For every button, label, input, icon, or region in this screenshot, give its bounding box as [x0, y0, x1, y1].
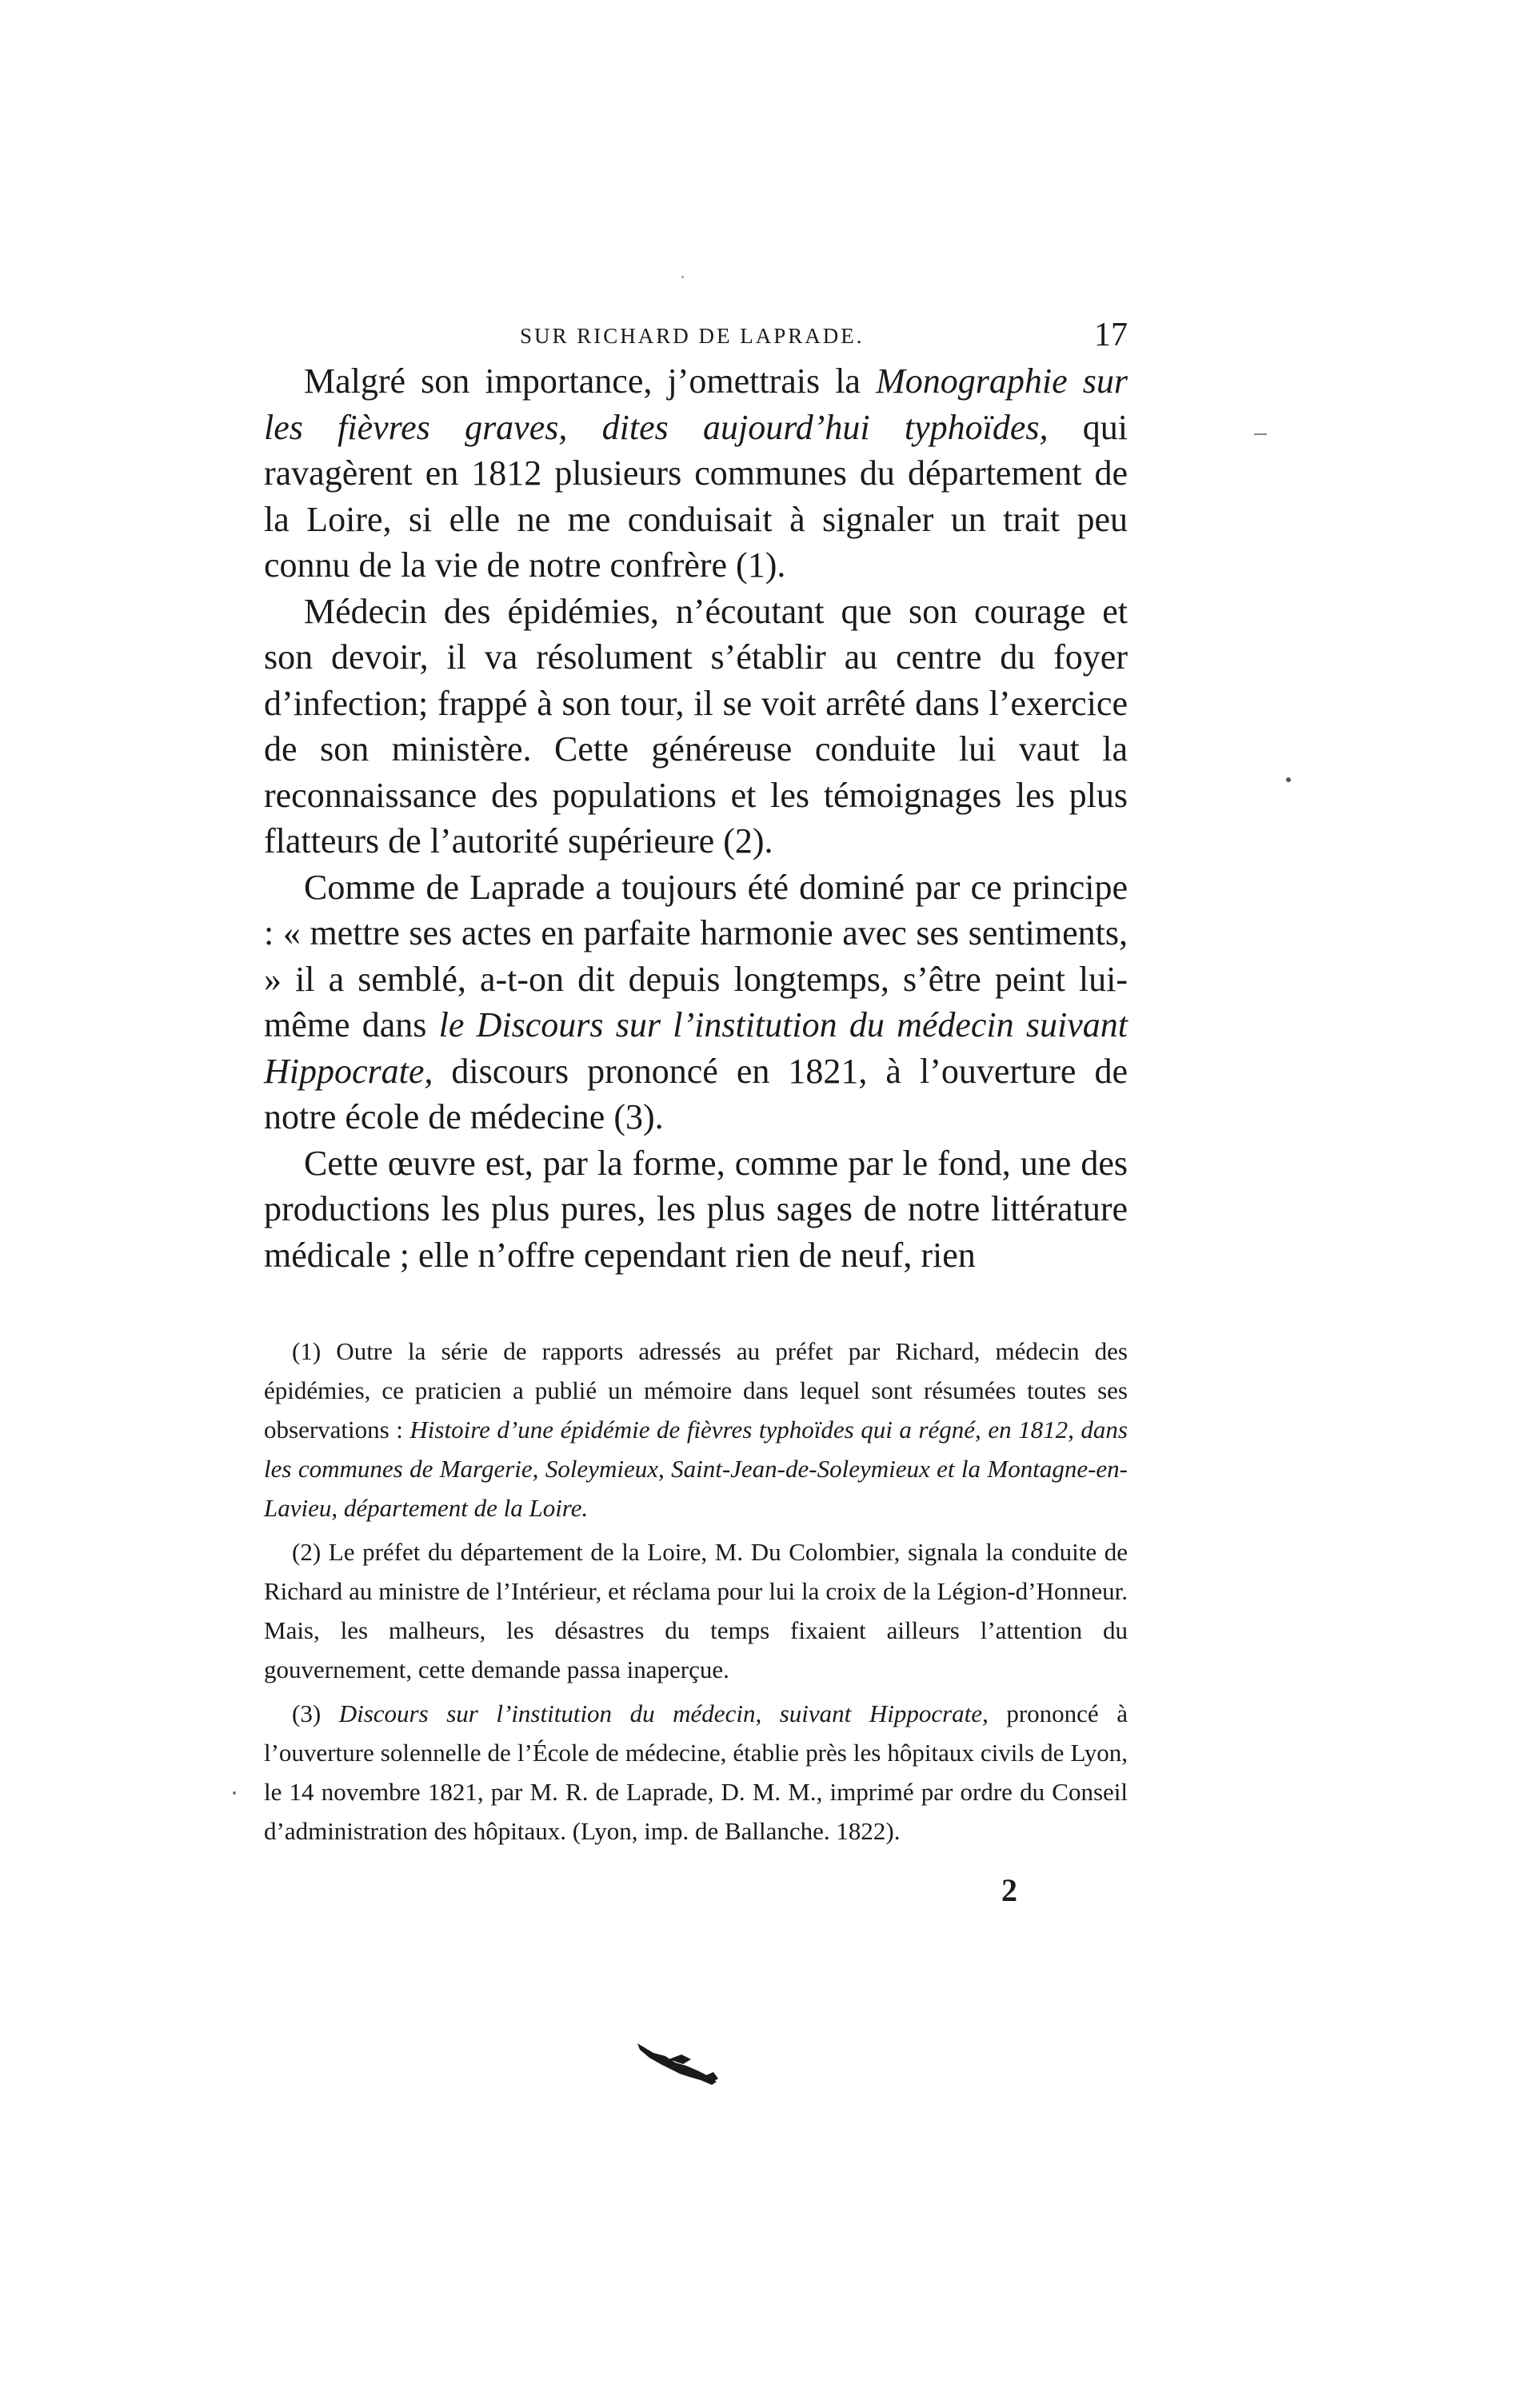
paper-speck [1254, 433, 1267, 435]
paper-speck [681, 276, 684, 278]
text-run: prononcé à l’ouverture solennelle de l’École de médecine, établie près les hôpitaux civils de Lyon, le 14 novembre 1821, par M. R. de Laprade, D. M. M., imprimé par ordre du Conseil d’administration des hôpitaux. (Lyon, imp. de Ballanche. 1822). [264, 1699, 1128, 1845]
text-run: Médecin des épidémies, n’écoutant que son courage et son devoir, il va résolument s’établir au centre du foyer d’infection; frappé à son tour, il se voit arrêté dans l’exercice de son ministère. Cette généreuse conduite lui vaut la reconnaissance des populations et les témoignages les plus flatteurs de l’autorité supérieure (2). [264, 591, 1128, 861]
body-text [264, 358, 1128, 1278]
running-head: SUR RICHARD DE LAPRADE. [520, 324, 865, 348]
text-run: Malgré son importance, j’omettrais la [304, 361, 877, 401]
footnote-1 [264, 1332, 1128, 1527]
footnotes [264, 1332, 1128, 1855]
text-run: discours prononcé en 1821, à l’ouverture de notre école de médecine (3). [264, 1051, 1128, 1136]
text-run: Comme de Laprade a toujours été dominé par ce principe : « mettre ses actes en parfaite harmonie avec ses sentiments, » il a semblé, a-t-on dit depuis longtemps, s’être peint lui-même dans [264, 867, 1128, 1044]
signature-mark: 2 [1001, 1872, 1017, 1908]
text-run: (2) Le préfet du département de la Loire, M. Du Colombier, signala la conduite de Richard au ministre de l’Intérieur, et réclama pour lui la croix de la Légion-d’Honneur. Mais, les malheurs, les désastres du temps fixaient ailleurs l’attention du gouvernement, cette demande passa inaperçue. [264, 1538, 1128, 1683]
italic-text: le Discours sur l’institution du médecin suivant Hippocrate, [264, 1005, 1128, 1091]
page-number: 17 [1094, 317, 1128, 353]
text-run: qui ravagèrent en 1812 plusieurs communes du département de la Loire, si elle ne me conduisait à signaler un trait peu connu de la vie de notre confrère (1). [264, 407, 1128, 585]
text-run: (3) [292, 1699, 339, 1727]
paragraph-3 [264, 865, 1128, 1140]
paragraph-1 [264, 358, 1128, 589]
footnote-3 [264, 1694, 1128, 1851]
paragraph-4 [264, 1140, 1128, 1279]
italic-text: Histoire d’une épidémie de fièvres typhoïdes qui a régné, en 1812, dans les communes de Margerie, Soleymieux, Saint-Jean-de-Soleymieux et la Montagne-en-Lavieu, département de la Loire. [264, 1416, 1128, 1522]
text-run: Cette œuvre est, par la forme, comme par le fond, une des productions les plus pures, les plus sages de notre littérature médicale ; elle n’offre cependant rien de neuf, rien [264, 1143, 1128, 1275]
italic-text: Discours sur l’institution du médecin, suivant Hippocrate, [338, 1699, 989, 1727]
footnote-2 [264, 1532, 1128, 1689]
paragraph-2 [264, 589, 1128, 865]
page-header [264, 316, 1128, 361]
paper-speck [1286, 777, 1291, 782]
italic-text: Monographie sur les fièvres graves, dites aujourd’hui typhoïdes, [264, 361, 1128, 447]
paper-speck [233, 1791, 236, 1795]
text-run: (1) Outre la série de rapports adressés au préfet par Richard, médecin des épidémies, ce praticien a publié un mémoire dans lequel sont résumées toutes ses observations : [264, 1337, 1128, 1444]
ink-blot-ornament [633, 2035, 721, 2091]
